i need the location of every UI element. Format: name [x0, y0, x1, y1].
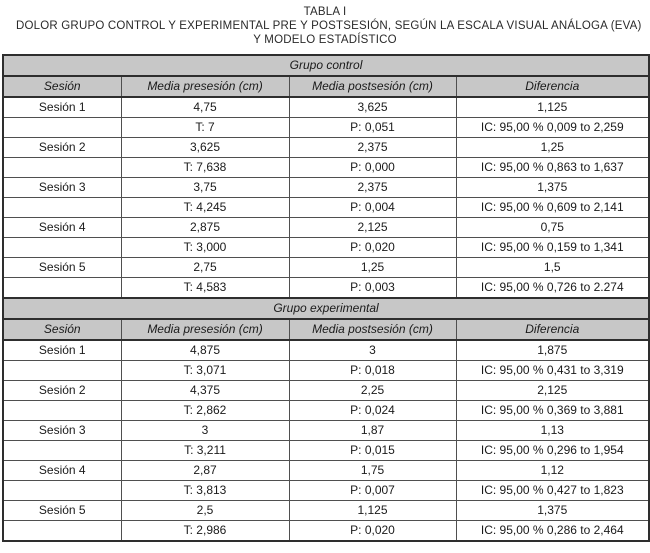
- table-cell: 2,375: [289, 138, 456, 158]
- table-cell: 1,375: [456, 178, 649, 198]
- column-header-cell: Sesión: [3, 319, 121, 340]
- table-cell: [3, 481, 121, 501]
- table-cell: [3, 158, 121, 178]
- table-cell: T: 2,986: [121, 521, 289, 542]
- table-cell: 3,625: [121, 138, 289, 158]
- table-cell: T: 7,638: [121, 158, 289, 178]
- table-row: [3, 97, 649, 118]
- table-row: [3, 138, 649, 158]
- table-row: [3, 258, 649, 278]
- table-cell: P: 0,003: [289, 278, 456, 299]
- table-cell: [3, 441, 121, 461]
- table-caption: [2, 3, 648, 54]
- table-cell: 2,75: [121, 258, 289, 278]
- column-header-cell: Diferencia: [456, 319, 649, 340]
- table-cell: Sesión 4: [3, 218, 121, 238]
- table-cell: Sesión 5: [3, 501, 121, 521]
- table-row: [3, 361, 649, 381]
- table-cell: Sesión 3: [3, 421, 121, 441]
- table-row: [3, 178, 649, 198]
- table-cell: [3, 521, 121, 542]
- group-header-row-experimental: [3, 298, 649, 319]
- table-cell: 2,5: [121, 501, 289, 521]
- table-cell: IC: 95,00 % 0,726 to 2.274: [456, 278, 649, 299]
- column-header-cell: Media postsesión (cm): [289, 319, 456, 340]
- table-row: [3, 481, 649, 501]
- table-cell: IC: 95,00 % 0,159 to 1,341: [456, 238, 649, 258]
- table-cell: P: 0,024: [289, 401, 456, 421]
- table-cell: P: 0,020: [289, 521, 456, 542]
- table-cell: 3,75: [121, 178, 289, 198]
- column-header-cell: Sesión: [3, 76, 121, 97]
- table-cell: [3, 278, 121, 299]
- table-cell: 4,375: [121, 381, 289, 401]
- table-cell: 4,875: [121, 340, 289, 361]
- table-cell: IC: 95,00 % 0,863 to 1,637: [456, 158, 649, 178]
- table-cell: T: 3,211: [121, 441, 289, 461]
- table-cell: 3: [289, 340, 456, 361]
- table-subtitle-line1: DOLOR GRUPO CONTROL Y EXPERIMENTAL PRE Y POSTSESIÓN, SEGÚN LA ESCALA VISUAL ANÁLOGA (EVA): [16, 20, 642, 32]
- table-cell: 3,625: [289, 97, 456, 118]
- table-cell: T: 3,000: [121, 238, 289, 258]
- table-cell: 1,875: [456, 340, 649, 361]
- table-cell: T: 4,245: [121, 198, 289, 218]
- table-cell: 3: [121, 421, 289, 441]
- table-cell: [3, 401, 121, 421]
- table-row: [3, 158, 649, 178]
- table-row: [3, 238, 649, 258]
- table-row: [3, 340, 649, 361]
- table-cell: Sesión 1: [3, 97, 121, 118]
- table-cell: 1,125: [456, 97, 649, 118]
- table-cell: T: 3,071: [121, 361, 289, 381]
- table-cell: P: 0,018: [289, 361, 456, 381]
- table-cell: 1,12: [456, 461, 649, 481]
- table-cell: 1,375: [456, 501, 649, 521]
- table-cell: T: 2,862: [121, 401, 289, 421]
- table-row: [3, 521, 649, 542]
- group-header-row-control: [3, 55, 649, 76]
- table-cell: 4,75: [121, 97, 289, 118]
- group-header-cell: Grupo experimental: [3, 298, 649, 319]
- group-header-cell: Grupo control: [3, 55, 649, 76]
- table-cell: IC: 95,00 % 0,286 to 2,464: [456, 521, 649, 542]
- results-table: [2, 54, 650, 542]
- table-cell: 2,25: [289, 381, 456, 401]
- table-cell: 0,75: [456, 218, 649, 238]
- table-cell: IC: 95,00 % 0,431 to 3,319: [456, 361, 649, 381]
- table-cell: 1,13: [456, 421, 649, 441]
- table-cell: 1,87: [289, 421, 456, 441]
- table-row: [3, 218, 649, 238]
- table-cell: P: 0,004: [289, 198, 456, 218]
- table-cell: [3, 361, 121, 381]
- table-cell: 1,25: [289, 258, 456, 278]
- table-cell: P: 0,007: [289, 481, 456, 501]
- table-subtitle-line2: Y MODELO ESTADÍSTICO: [253, 34, 397, 46]
- table-cell: Sesión 2: [3, 138, 121, 158]
- table-cell: 2,375: [289, 178, 456, 198]
- column-header-cell: Media postsesión (cm): [289, 76, 456, 97]
- table-cell: P: 0,020: [289, 238, 456, 258]
- table-row: [3, 198, 649, 218]
- table-cell: 2,125: [456, 381, 649, 401]
- table-title: TABLA I: [303, 6, 347, 18]
- table-cell: IC: 95,00 % 0,609 to 2,141: [456, 198, 649, 218]
- table-row: [3, 461, 649, 481]
- table-row: [3, 118, 649, 138]
- column-header-cell: Media presesión (cm): [121, 319, 289, 340]
- table-cell: T: 4,583: [121, 278, 289, 299]
- table-row: [3, 441, 649, 461]
- table-cell: IC: 95,00 % 0,369 to 3,881: [456, 401, 649, 421]
- table-cell: P: 0,000: [289, 158, 456, 178]
- table-cell: P: 0,015: [289, 441, 456, 461]
- table-cell: Sesión 3: [3, 178, 121, 198]
- table-cell: 2,875: [121, 218, 289, 238]
- table-row: [3, 421, 649, 441]
- column-header-cell: Media presesión (cm): [121, 76, 289, 97]
- table-cell: IC: 95,00 % 0,009 to 2,259: [456, 118, 649, 138]
- table-cell: 2,87: [121, 461, 289, 481]
- table-cell: Sesión 2: [3, 381, 121, 401]
- table-cell: [3, 118, 121, 138]
- table-cell: P: 0,051: [289, 118, 456, 138]
- table-cell: 1,75: [289, 461, 456, 481]
- table-cell: 1,25: [456, 138, 649, 158]
- table-cell: Sesión 5: [3, 258, 121, 278]
- table-cell: 1,125: [289, 501, 456, 521]
- table-row: [3, 278, 649, 299]
- table-row: [3, 401, 649, 421]
- table-row: [3, 381, 649, 401]
- table-row: [3, 501, 649, 521]
- table-cell: IC: 95,00 % 0,296 to 1,954: [456, 441, 649, 461]
- table-cell: 1,5: [456, 258, 649, 278]
- column-header-row: [3, 319, 649, 340]
- table-cell: T: 3,813: [121, 481, 289, 501]
- table-cell: T: 7: [121, 118, 289, 138]
- table-cell: [3, 238, 121, 258]
- column-header-cell: Diferencia: [456, 76, 649, 97]
- table-cell: Sesión 1: [3, 340, 121, 361]
- column-header-row: [3, 76, 649, 97]
- table-cell: Sesión 4: [3, 461, 121, 481]
- table-cell: 2,125: [289, 218, 456, 238]
- table-cell: IC: 95,00 % 0,427 to 1,823: [456, 481, 649, 501]
- table-cell: [3, 198, 121, 218]
